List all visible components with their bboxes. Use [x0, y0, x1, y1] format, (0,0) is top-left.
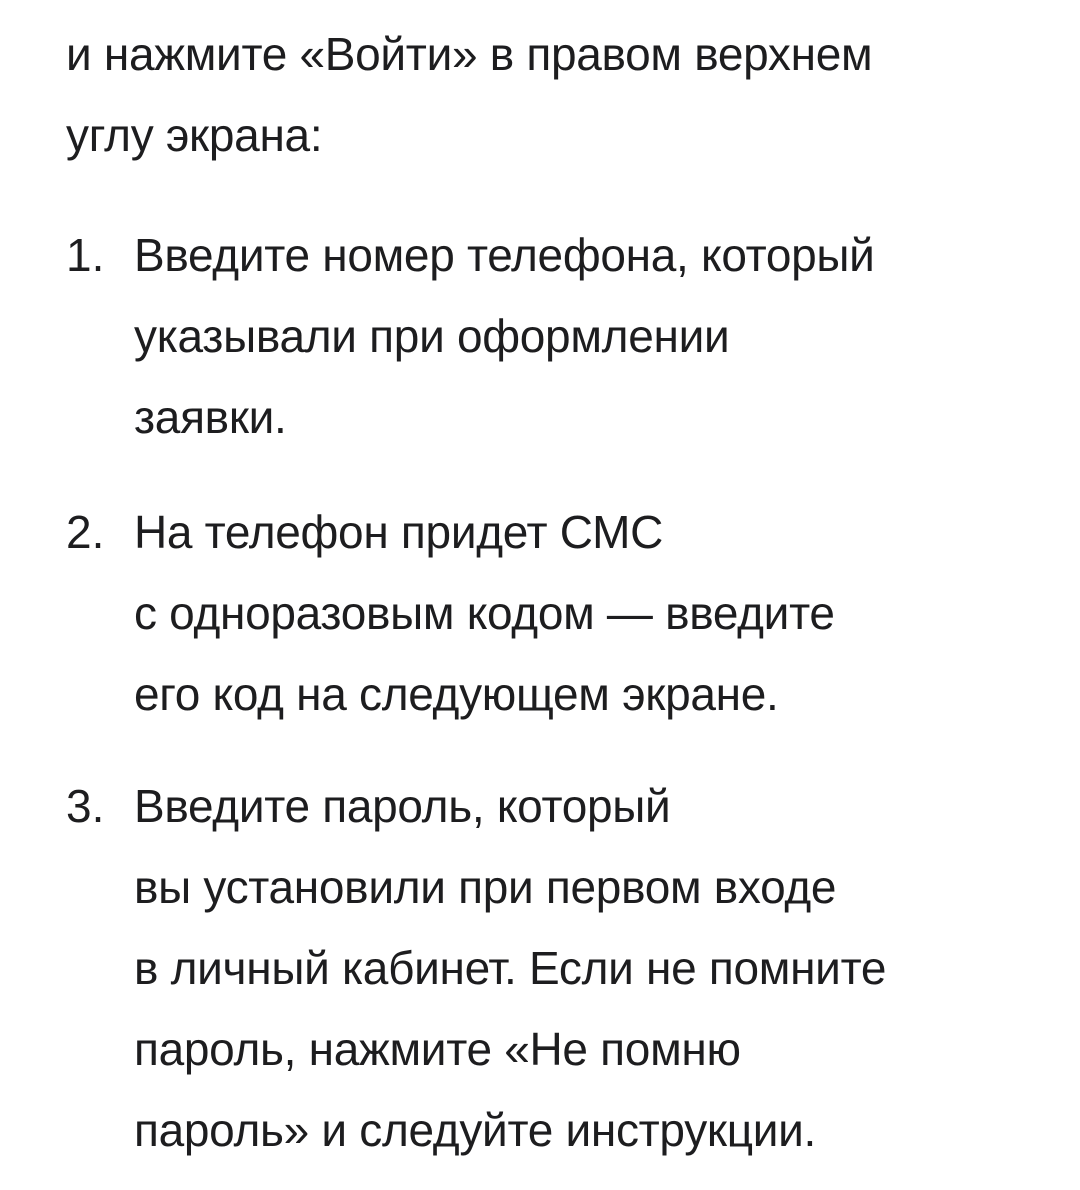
step-number: 3.	[66, 780, 105, 832]
step-text: Введите номер телефона, который указывали при оформлении заявки.	[134, 229, 875, 443]
step-number: 2.	[66, 506, 105, 558]
step-text: На телефон придет СМС с одноразовым кодом — введите его код на следующем экране.	[134, 506, 835, 720]
step-number: 1.	[66, 229, 105, 281]
intro-paragraph: и нажмите «Войти» в правом верхнем углу экрана:	[66, 28, 873, 161]
step-text: Введите пароль, который вы установили при первом входе в личный кабинет. Если не помните пароль, нажмите «Не помню пароль» и следуйте инструкции.	[134, 780, 887, 1156]
